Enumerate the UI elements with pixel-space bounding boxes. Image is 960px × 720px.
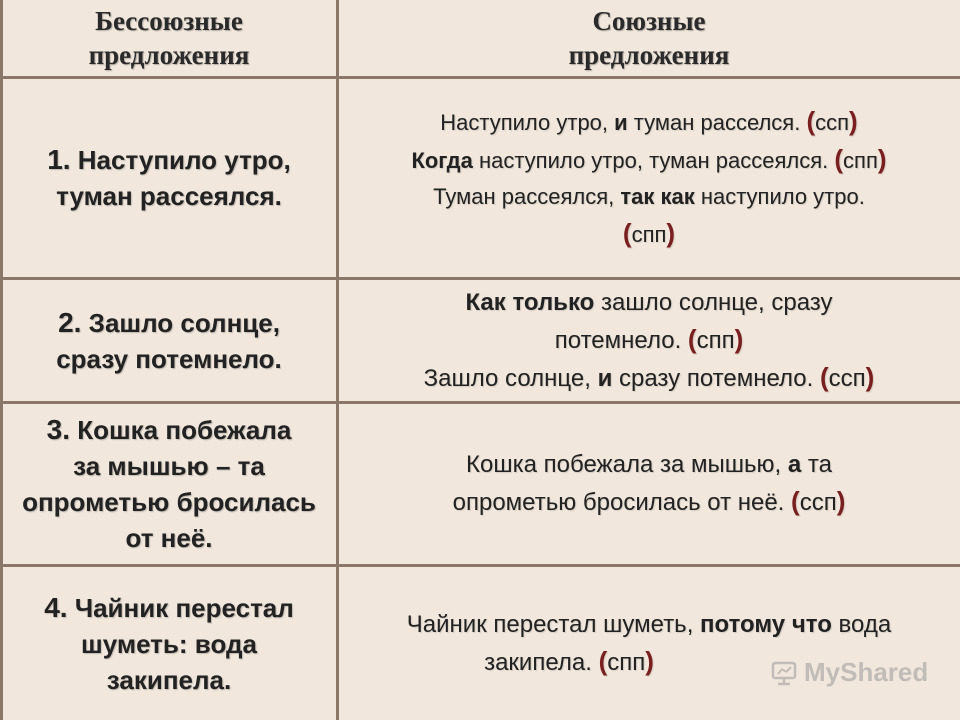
header-col1-line2: предложения (88, 40, 250, 70)
row1-right-line4 (623, 215, 675, 253)
row2-left-line2: сразу потемнело. (56, 343, 282, 374)
paren-open: ( (598, 645, 608, 676)
header-col1-line1: Бессоюзные (95, 6, 243, 36)
grid-line-vertical (336, 0, 339, 720)
paren-close: ) (734, 323, 744, 354)
paren-open: ( (687, 323, 697, 354)
row2-right-line3 (424, 359, 875, 397)
row1-number: 1. (47, 144, 71, 175)
paren-close: ) (865, 361, 875, 392)
row3-left-line4: от неё. (125, 523, 213, 553)
r2l3-post: сразу потемнело. (612, 364, 820, 392)
r4l2-tag: спп (607, 648, 646, 676)
paren-open: ( (806, 106, 816, 136)
header-col2-line1: Союзные (592, 6, 706, 36)
row4-left-text1: Чайник перестал (74, 592, 294, 623)
r1l4-tag: спп (631, 222, 667, 247)
paren-close: ) (849, 106, 858, 136)
row2-left-line1 (58, 305, 280, 341)
header-cell-asyndetic (0, 0, 338, 76)
row4-left-text2b: вода (187, 628, 257, 659)
r1l1-tag: ссп (815, 110, 850, 135)
row1-right-line2 (411, 141, 886, 179)
watermark-text: MyShared (804, 657, 929, 687)
r1l1-pre: Наступило утро, (440, 110, 615, 135)
grid-line-h3 (0, 401, 960, 404)
row3-right-line1 (466, 447, 832, 483)
table-row (0, 79, 960, 277)
r1l2-conj: Когда (411, 148, 473, 173)
r1l3-conj: так как (620, 184, 695, 209)
row4-left-line1 (44, 590, 294, 626)
r2l1-conj: Как только (465, 288, 595, 316)
r4l1-conj: потому что (700, 610, 832, 638)
row4-number: 4. (44, 591, 68, 623)
r1l2-post: наступило утро, туман рассеялся. (472, 148, 835, 173)
row3-left-line1 (47, 412, 292, 448)
paren-open: ( (819, 361, 829, 392)
row1-right-cell (338, 79, 960, 277)
table-row (0, 404, 960, 564)
paren-close: ) (666, 218, 676, 248)
row4-left-line3: закипела. (106, 664, 232, 695)
row2-number: 2. (58, 306, 82, 338)
r2l2-pre: потемнело. (554, 326, 688, 354)
row2-left-text1: Зашло солнце, (88, 307, 280, 338)
row3-left-line2: за мышью – та (73, 451, 265, 481)
row3-left-cell (0, 404, 338, 564)
grid-line-h2 (0, 277, 960, 280)
r1l3-pre: Туман рассеялся, (433, 184, 621, 209)
paren-close: ) (645, 645, 654, 676)
r1l2-tag: спп (843, 148, 878, 173)
r3l1-pre: Кошка побежала за мышью, (466, 451, 788, 478)
paren-open: ( (622, 218, 632, 248)
r2l1-post: зашло солнце, сразу (594, 288, 833, 316)
row1-right-line3 (433, 179, 865, 215)
r3l1-conj: а (787, 451, 802, 478)
r3l2-tag: ссп (799, 489, 837, 516)
r4l2-pre: закипела. (484, 648, 599, 676)
r4l1-pre: Чайник перестал шуметь, (406, 610, 701, 638)
myshared-watermark (770, 657, 928, 688)
table-row (0, 567, 960, 720)
r2l3-pre: Зашло солнце, (423, 364, 598, 392)
r1l1-post: туман расселся. (627, 110, 807, 135)
row1-left-line2: туман рассеялся. (56, 181, 282, 211)
header-row (0, 0, 960, 76)
r2l2-tag: спп (696, 326, 735, 354)
row2-right-cell (338, 280, 960, 401)
paren-open: ( (791, 486, 800, 516)
grid-line-h4 (0, 564, 960, 567)
r1l1-conj: и (614, 110, 628, 135)
row2-right-line1 (465, 285, 832, 321)
row3-right-cell (338, 404, 960, 564)
presentation-icon (770, 659, 798, 687)
grid-line-h1 (0, 76, 960, 79)
r4l1-post: вода (831, 610, 892, 638)
row2-left-cell (0, 280, 338, 401)
row3-number: 3. (46, 414, 71, 445)
row4-right-line1 (407, 607, 891, 643)
row1-left-cell (0, 79, 338, 277)
r1l3-post: наступило утро. (694, 184, 865, 209)
row2-right-line2 (555, 321, 744, 359)
paren-open: ( (834, 144, 844, 174)
r3l1-post: та (801, 451, 832, 478)
row3-left-text1: Кошка побежала (77, 415, 292, 445)
row4-left-cell (0, 567, 338, 720)
row1-right-line1 (440, 103, 857, 141)
row4-right-line2 (484, 643, 654, 681)
row3-left-line3: опрометью бросилась (22, 487, 316, 517)
r2l3-conj: и (597, 364, 613, 392)
header-col2-line2: предложения (568, 40, 730, 70)
header-cell-conjunctive (338, 0, 960, 76)
paren-close: ) (877, 144, 887, 174)
row1-left-text1: Наступило утро, (77, 145, 291, 175)
row4-right-cell (338, 567, 960, 720)
row4-left-text2a: шуметь (81, 628, 179, 659)
grid-line-left (0, 0, 3, 720)
row4-left-line2 (81, 626, 257, 662)
table-row (0, 280, 960, 401)
r3l2-pre: опрометью бросилась от неё. (452, 489, 792, 516)
r2l3-tag: ссп (828, 364, 866, 392)
row4-colon: : (178, 628, 188, 659)
paren-close: ) (836, 486, 846, 516)
row3-right-line2 (453, 483, 846, 521)
row1-left-line1 (47, 142, 291, 178)
